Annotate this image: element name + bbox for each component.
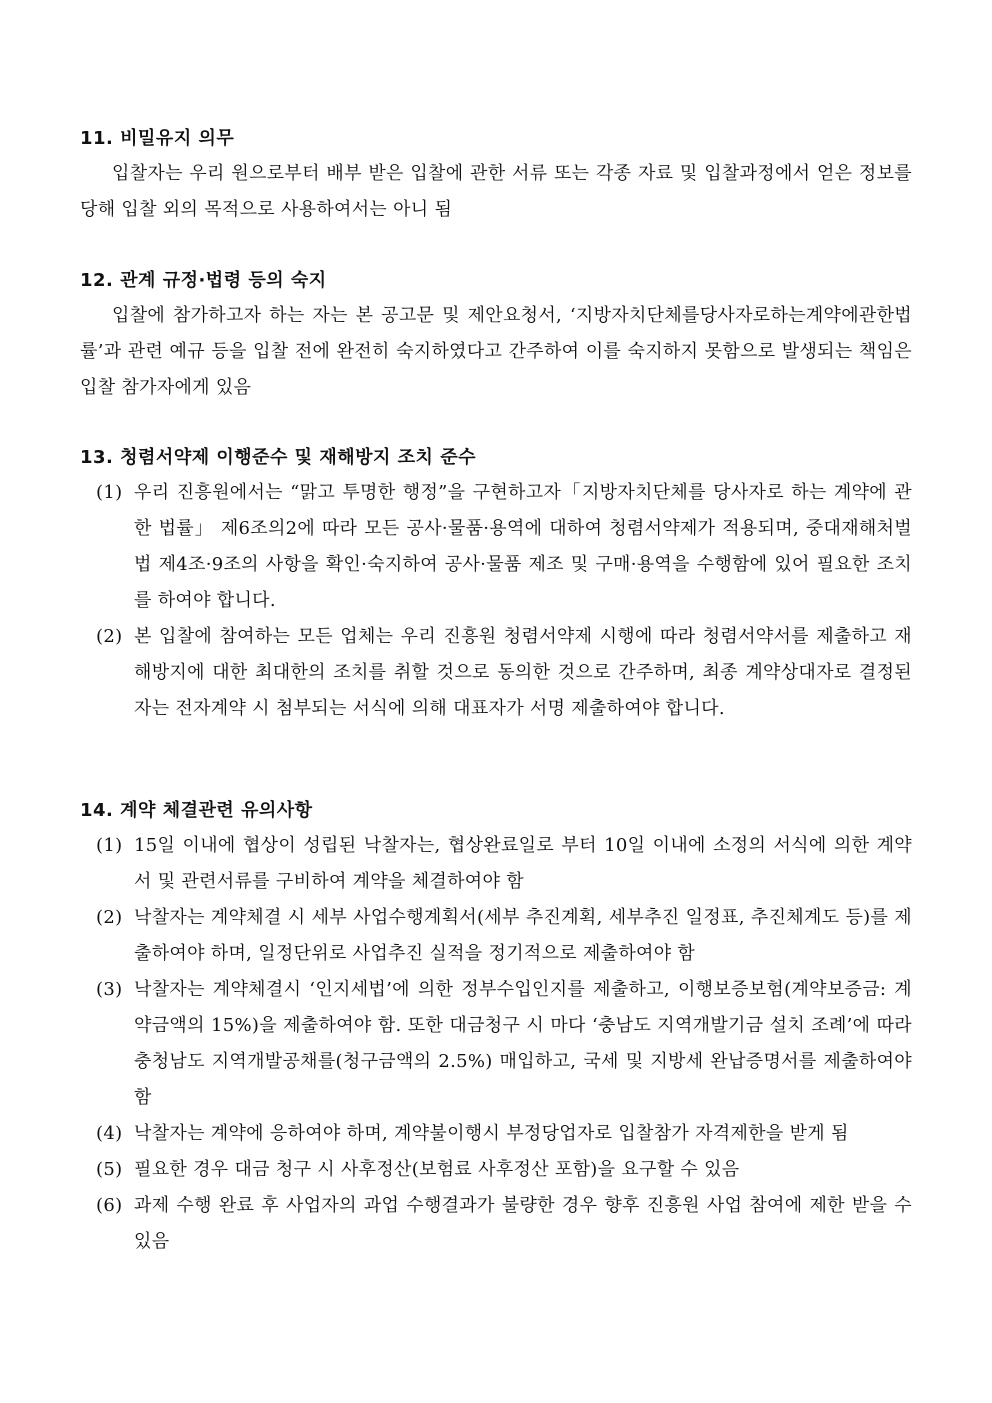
section-paragraph: 입찰에 참가하고자 하는 자는 본 공고문 및 제안요청서, ‘지방자치단체를당사자로하는계약에관한법률’과 관련 예규 등을 입찰 전에 완전히 숙지하였다고 간주하여 이를 숙지하지 못함으로 발생되는 책임은 입찰 참가자에게 있음: [80, 305, 912, 398]
item-list: [80, 475, 912, 727]
item-number: (2): [96, 907, 123, 928]
item-text: 본 입찰에 참여하는 모든 업체는 우리 진흥원 청렴서약제 시행에 따라 청렴서약서를 제출하고 재해방지에 대한 최대한의 조치를 취할 것으로 동의한 것으로 간주하며, 최종 계약상대자로 결정된 자는 전자계약 시 첨부되는 서식에 의해 대표자가 서명 제출하여야 합니다.: [134, 626, 912, 719]
section-paragraph: 입찰자는 우리 원으로부터 배부 받은 입찰에 관한 서류 또는 각종 자료 및 입찰과정에서 얻은 정보를 당해 입찰 외의 목적으로 사용하여서는 아니 됨: [80, 163, 912, 220]
section-heading: 13. 청렴서약제 이행준수 및 재해방지 조치 준수: [80, 447, 476, 468]
item-number: (4): [96, 1123, 123, 1144]
item-text: 낙찰자는 계약에 응하여야 하며, 계약불이행시 부정당업자로 입찰참가 자격제한을 받게 됨: [134, 1123, 849, 1144]
item-number: (1): [96, 835, 123, 856]
section-14-contract-notes: [80, 798, 912, 1260]
section-11-confidentiality: [80, 126, 912, 228]
list-item: [80, 1116, 912, 1152]
list-item: [80, 1152, 912, 1188]
section-heading: 12. 관계 규정·법령 등의 숙지: [80, 270, 327, 291]
item-number: (5): [96, 1159, 123, 1180]
item-number: (1): [96, 482, 123, 503]
section-heading: 14. 계약 체결관련 유의사항: [80, 800, 313, 821]
item-number: (6): [96, 1195, 123, 1216]
item-text: 낙찰자는 계약체결시 ‘인지세법’에 의한 정부수입인지를 제출하고, 이행보증보험(계약보증금: 계약금액의 15%)을 제출하여야 함. 또한 대금청구 시 마다 ‘충남도 지역개발기금 설치 조례’에 따라 충청남도 지역개발공채를(청구금액의 2.5%) 매입하고, 국세 및 지방세 완납증명서를 제출하여야 함: [134, 979, 912, 1108]
item-text: 필요한 경우 대금 청구 시 사후정산(보험료 사후정산 포함)을 요구할 수 있음: [134, 1159, 740, 1180]
list-item: [80, 900, 912, 972]
item-text: 낙찰자는 계약체결 시 세부 사업수행계획서(세부 추진계획, 세부추진 일정표, 추진체계도 등)를 제출하여야 하며, 일정단위로 사업추진 실적을 정기적으로 제출하여야 함: [134, 907, 912, 964]
section-heading: 11. 비밀유지 의무: [80, 128, 235, 149]
item-text: 과제 수행 완료 후 사업자의 과업 수행결과가 불량한 경우 향후 진흥원 사업 참여에 제한 받을 수 있음: [134, 1195, 912, 1252]
item-text: 15일 이내에 협상이 성립된 낙찰자는, 협상완료일로 부터 10일 이내에 소정의 서식에 의한 계약서 및 관련서류를 구비하여 계약을 체결하여야 함: [134, 835, 912, 892]
section-12-regulations: [80, 268, 912, 406]
item-number: (3): [96, 979, 123, 1000]
list-item: [80, 1188, 912, 1260]
list-item: [80, 828, 912, 900]
item-text: 우리 진흥원에서는 “맑고 투명한 행정”을 구현하고자「지방자치단체를 당사자로 하는 계약에 관한 법률」 제6조의2에 따라 모든 공사·물품·용역에 대하여 청렴서약제가 적용되며, 중대재해처벌법 제4조·9조의 사항을 확인·숙지하여 공사·물품 제조 및 구매·용역을 수행함에 있어 필요한 조치를 하여야 합니다.: [134, 482, 912, 611]
item-list: [80, 828, 912, 1260]
list-item: [80, 972, 912, 1116]
section-13-integrity-pledge: [80, 445, 912, 727]
item-number: (2): [96, 626, 123, 647]
list-item: [80, 475, 912, 619]
list-item: [80, 619, 912, 727]
